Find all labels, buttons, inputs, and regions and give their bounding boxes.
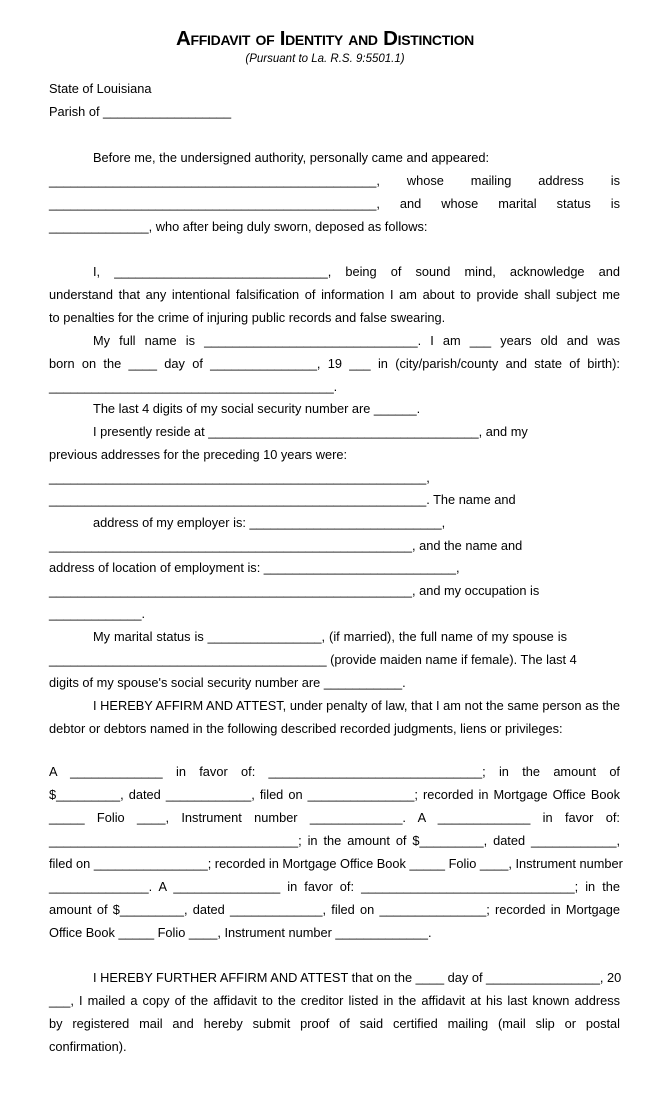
- lien-line-2: $_________, dated ____________, filed on _______________; recorded in Mortgage Office Book: [49, 787, 620, 802]
- document-title: Affidavit of Identity and Distinction: [176, 27, 474, 50]
- previous-address-2: _____________________________________________________. The name and: [49, 492, 516, 507]
- residence-line: I presently reside at ______________________________________, and my: [93, 424, 528, 439]
- mailing-line-1: I HEREBY FURTHER AFFIRM AND ATTEST that on the ____ day of ________________, 20: [93, 970, 622, 985]
- lien-line-7: amount of $_________, dated _____________, filed on _______________; recorded in Mortgage: [49, 902, 620, 917]
- spouse-name-line: _______________________________________ (provide maiden name if female). The last 4: [49, 652, 577, 667]
- full-name-line: My full name is ______________________________. I am ___ years old and was: [93, 333, 620, 348]
- birth-line: born on the ____ day of _______________, 19 ___ in (city/parish/county and state of birth):: [49, 356, 620, 371]
- lien-line-5: filed on ________________; recorded in Mortgage Office Book _____ Folio ____, Instrument number: [49, 856, 623, 871]
- lien-line-1: A _____________ in favor of: ______________________________; in the amount of: [49, 764, 620, 779]
- spouse-ssn-line: digits of my spouse's social security number are ___________.: [49, 675, 406, 690]
- previous-address-1: _____________________________________________________,: [49, 470, 430, 485]
- previous-addresses-line: previous addresses for the preceding 10 years were:: [49, 447, 348, 462]
- lien-line-3: _____ Folio ____, Instrument number _____________. A _____________ in favor of:: [49, 810, 620, 825]
- document-subtitle: (Pursuant to La. R.S. 9:5501.1): [245, 53, 405, 65]
- venue-state: State of Louisiana: [49, 81, 152, 96]
- birth-place-line: ________________________________________.: [49, 379, 338, 394]
- affirm-line-1: I HEREBY AFFIRM AND ATTEST, under penalty of law, that I am not the same person as the: [93, 698, 620, 713]
- venue-parish: Parish of __________________: [49, 104, 232, 119]
- acknowledgement-line-2: understand that any intentional falsification of information I am about to provide shall subject me: [49, 287, 620, 302]
- occupation-blank: _____________.: [49, 606, 146, 621]
- appearance-status-line: ______________, who after being duly sworn, deposed as follows:: [49, 219, 428, 234]
- appearance-name-line: ______________________________________________, whose mailing address is: [49, 173, 620, 188]
- mailing-line-4: confirmation).: [49, 1039, 127, 1054]
- acknowledgement-line-1: I, ______________________________, being of sound mind, acknowledge and: [93, 264, 620, 279]
- appearance-intro: Before me, the undersigned authority, personally came and appeared:: [93, 150, 490, 165]
- affirm-line-2: debtor or debtors named in the following described recorded judgments, liens or privileges:: [49, 721, 563, 736]
- lien-line-4: ___________________________________; in the amount of $_________, dated ____________,: [49, 833, 620, 848]
- lien-line-8: Office Book _____ Folio ____, Instrument number _____________.: [49, 925, 432, 940]
- lien-line-6: ______________. A _______________ in favor of: ______________________________; in the: [49, 879, 620, 894]
- employer-address-cont: ___________________________________________________, and the name and: [49, 538, 523, 553]
- employer-address-line: address of my employer is: ___________________________,: [93, 515, 446, 530]
- appearance-address-line: ______________________________________________, and whose marital status is: [49, 196, 620, 211]
- occupation-line: ___________________________________________________, and my occupation is: [49, 583, 540, 598]
- mailing-line-3: by registered mail and hereby submit proof of said certified mailing (mail slip or postal: [49, 1016, 620, 1031]
- mailing-line-2: ___, I mailed a copy of the affidavit to the creditor listed in the affidavit at his last known address: [49, 993, 620, 1008]
- employment-location-line: address of location of employment is: ___________________________,: [49, 560, 460, 575]
- ssn-line: The last 4 digits of my social security number are ______.: [93, 401, 421, 416]
- marital-status-line: My marital status is ________________, (if married), the full name of my spouse is: [93, 629, 567, 644]
- acknowledgement-line-3: to penalties for the crime of injuring public records and false swearing.: [49, 310, 446, 325]
